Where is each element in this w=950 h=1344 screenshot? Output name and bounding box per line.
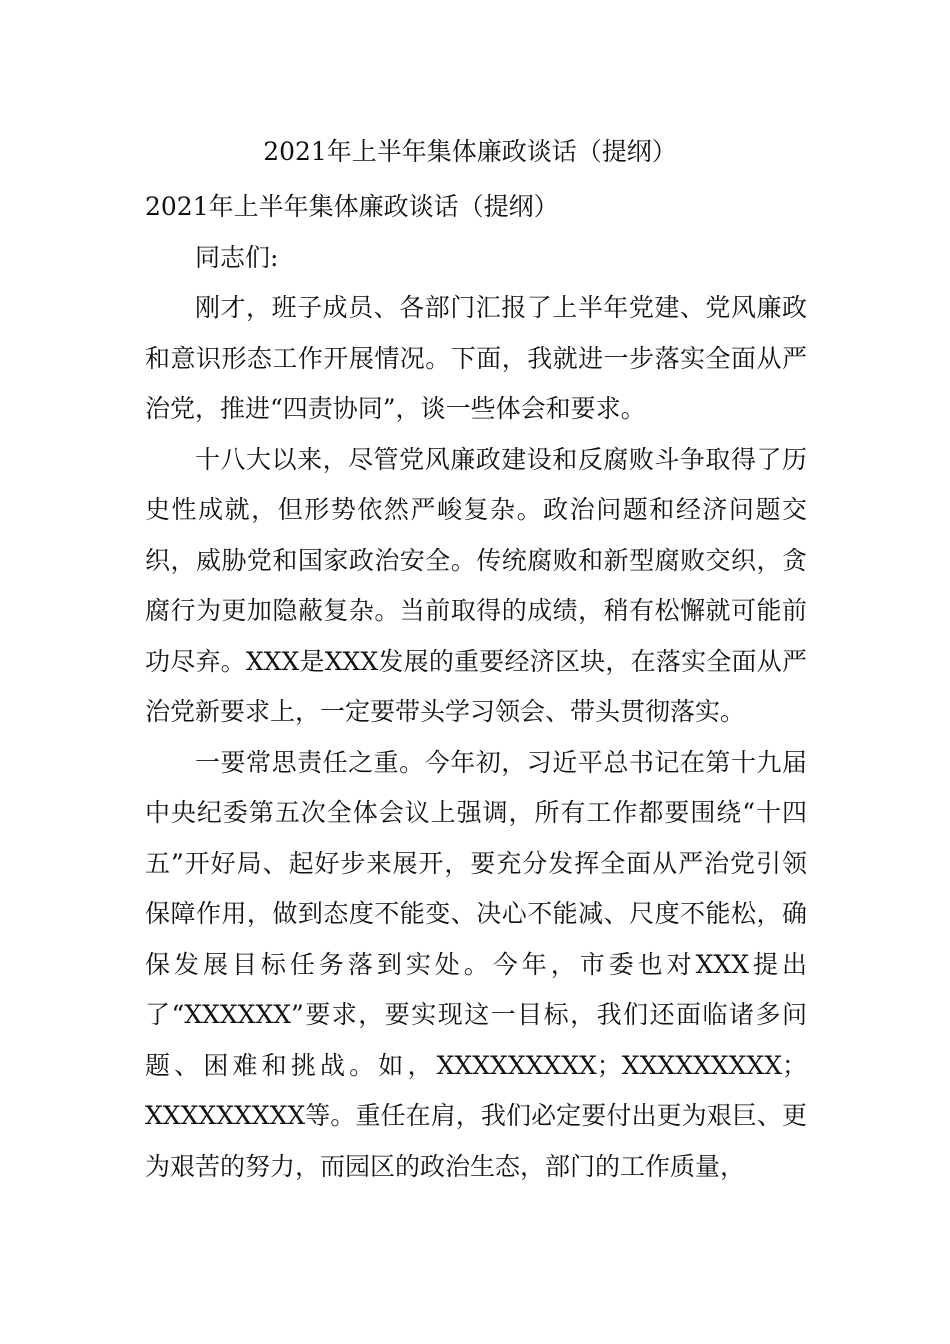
document-title: 2021年上半年集体廉政谈话（提纲） — [263, 137, 677, 166]
salutation: 同志们: — [195, 242, 279, 272]
paragraph-responsibility: 一要常思责任之重。今年初，习近平总书记在第十九届中央纪委第五次全体会议上强调，所有工作都要围绕“十四五”开好局、起好步来展开，要充分发挥全面从严治党引领保障作用，做到态度不能变、决心不能减、尺度不能松，确保发展目标任务落到实处。今年，市委也对XXX提出了“XXXXXX”要求，要实现这一目标，我们还面临诸多问题、困难和挑战。如，XXXXXXXXX；XXXXXXXXX；XXXXXXXXX等。重任在肩，我们必定要付出更为艰巨、更为艰苦的努力，而园区的政治生态，部门的工作质量， — [145, 747, 807, 1181]
paragraph-situation: 十八大以来，尽管党风廉政建设和反腐败斗争取得了历史性成就，但形势依然严峻复杂。政治问题和经济问题交织，威胁党和国家政治安全。传统腐败和新型腐败交织，贪腐行为更加隐蔽复杂。当前取得的成绩，稍有松懈就可能前功尽弃。XXX是XXX发展的重要经济区块，在落实全面从严治党新要求上，一定要带头学习领会、带头贯彻落实。 — [145, 444, 807, 726]
document-subtitle: 2021年上半年集体廉政谈话（提纲） — [145, 192, 559, 221]
paragraph-opening: 刚才，班子成员、各部门汇报了上半年党建、党风廉政和意识形态工作开展情况。下面，我就进一步落实全面从严治党，推进“四责协同”，谈一些体会和要求。 — [145, 293, 807, 423]
document-body — [145, 182, 807, 1192]
